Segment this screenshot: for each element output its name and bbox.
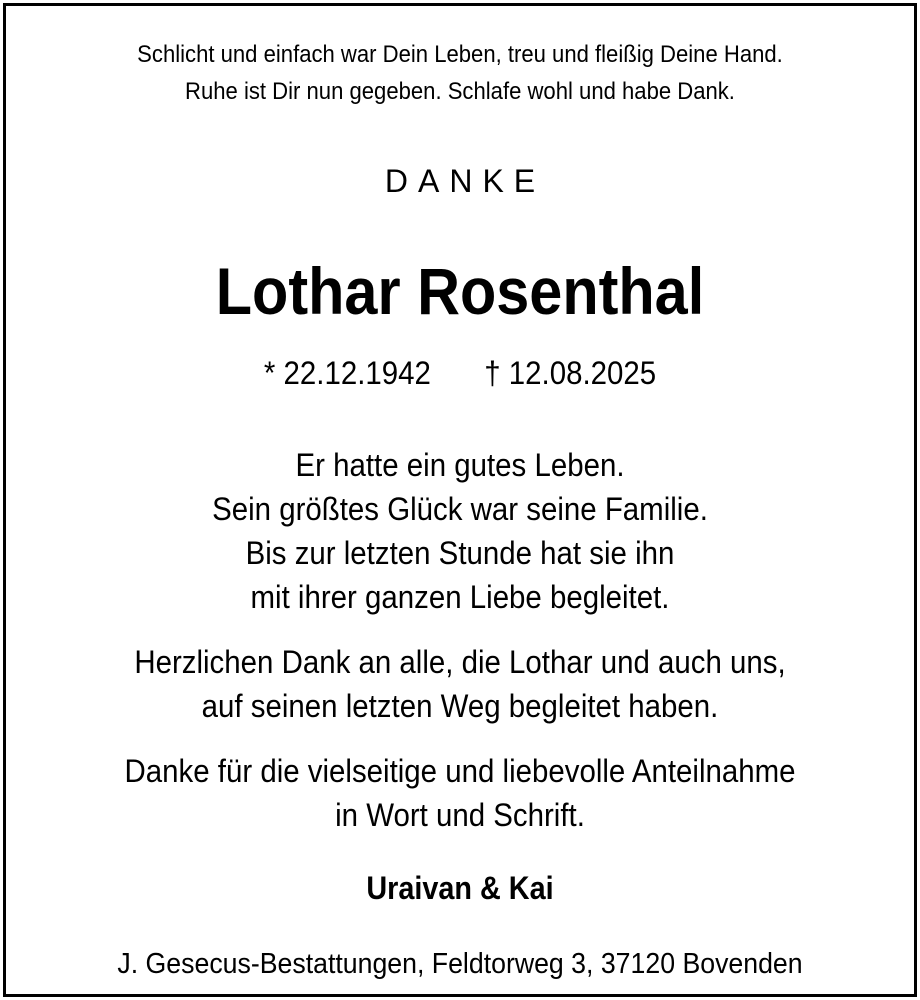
funeral-home-footer: J. Gesecus-Bestattungen, Feldtorweg 3, 37120 Bovenden [117,948,803,980]
deceased-name: Lothar Rosenthal [215,254,705,328]
thanks-paragraph [42,640,877,728]
tribute-line: mit ihrer ganzen Liebe begleitet. [250,579,670,615]
tribute-line: Sein größtes Glück war seine Familie. [212,491,708,527]
thanks-line: Herzlichen Dank an alle, die Lothar und auch uns, [134,644,786,680]
tribute-line: Er hatte ein gutes Leben. [295,447,625,483]
sympathy-line: Danke für die vielseitige und liebevolle Anteilnahme [124,753,796,789]
life-dates [42,351,877,395]
sympathy-line: in Wort und Schrift. [335,797,585,833]
obituary-notice [3,3,917,997]
motto-line: Schlicht und einfach war Dein Leben, treu und fleißig Deine Hand. [137,41,783,68]
sympathy-paragraph [42,749,877,837]
tribute-paragraph [42,443,877,619]
thanks-heading: DANKE [384,163,546,199]
death-date: † 12.08.2025 [484,355,657,391]
thanks-line: auf seinen letzten Weg begleitet haben. [201,688,719,724]
birth-date: * 22.12.1942 [263,355,431,391]
family-signature: Uraivan & Kai [366,870,554,906]
motto-verse [42,36,877,110]
motto-line: Ruhe ist Dir nun gegeben. Schlafe wohl und habe Dank. [185,78,735,105]
tribute-line: Bis zur letzten Stunde hat sie ihn [245,535,675,571]
